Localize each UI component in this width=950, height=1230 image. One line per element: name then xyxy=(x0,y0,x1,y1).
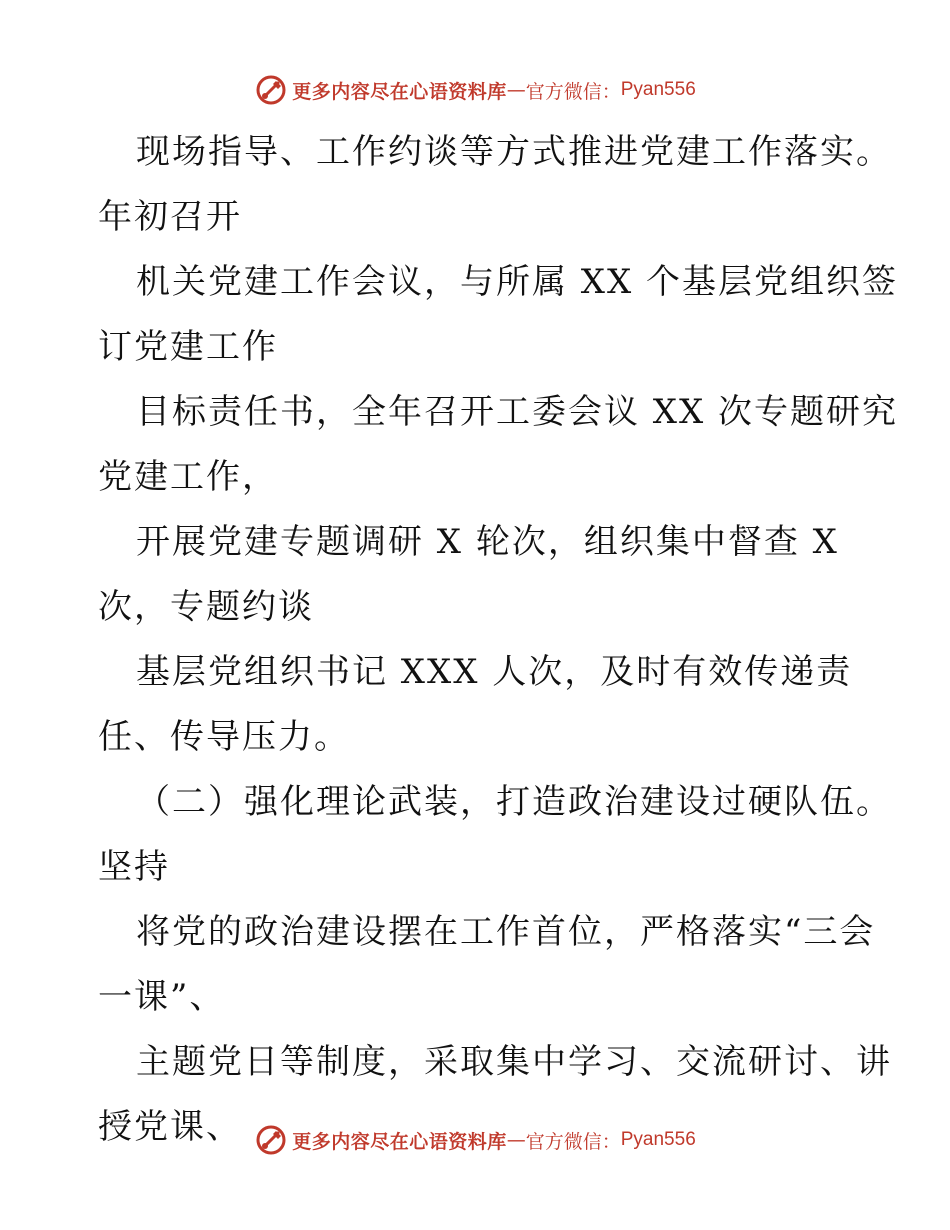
section-heading-line: （二）强化理论武装，打造政治建设过硬队伍。 xyxy=(136,782,892,822)
body-line: 一课”、 xyxy=(98,977,226,1017)
body-line: 将党的政治建设摆在工作首位，严格落实“三会 xyxy=(136,912,876,952)
brush-logo-icon xyxy=(254,1123,288,1157)
document-body xyxy=(98,120,899,1160)
body-line: 党建工作， xyxy=(98,457,278,497)
body-line: 订党建工作 xyxy=(98,327,278,367)
body-line: 次，专题约谈 xyxy=(98,587,314,627)
banner-main-text: 更多内容尽在心语资料库 xyxy=(292,80,507,103)
banner-wechat-id: Pyan556 xyxy=(620,1129,696,1150)
body-line: 机关党建工作会议，与所属 XX 个基层党组织签 xyxy=(136,262,899,302)
body-line: 基层党组织书记 XXX 人次，及时有效传递责 xyxy=(136,652,853,692)
banner-wechat-label: 官方微信： xyxy=(525,80,621,103)
body-line: 任、传导压力。 xyxy=(98,717,350,757)
body-line: 现场指导、工作约谈等方式推进党建工作落实。 xyxy=(136,132,892,172)
footer-watermark-banner xyxy=(0,1120,950,1160)
body-line: 目标责任书，全年召开工委会议 XX 次专题研究 xyxy=(136,392,899,432)
banner-dash: — xyxy=(506,1129,526,1151)
banner-wechat-id: Pyan556 xyxy=(620,79,696,100)
body-line: 开展党建专题调研 X 轮次，组织集中督查 X xyxy=(136,522,839,562)
body-line: 主题党日等制度，采取集中学习、交流研讨、讲 xyxy=(136,1042,892,1082)
banner-wechat-label: 官方微信： xyxy=(525,1130,621,1153)
banner-main-text: 更多内容尽在心语资料库 xyxy=(292,1130,507,1153)
body-line: 年初召开 xyxy=(98,197,242,237)
body-line: 授党课、 xyxy=(98,1107,242,1147)
brush-logo-icon xyxy=(254,73,288,107)
banner-dash: — xyxy=(506,79,526,101)
header-watermark-banner xyxy=(0,70,950,110)
body-line: 坚持 xyxy=(98,847,170,887)
